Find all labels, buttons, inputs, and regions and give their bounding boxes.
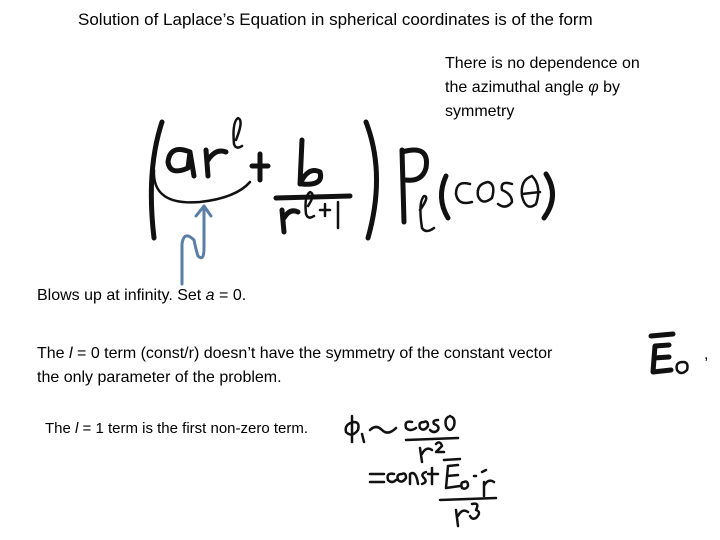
pointer-arrow bbox=[174, 200, 234, 290]
trailing-comma: , bbox=[704, 346, 709, 363]
l-variable-2: l bbox=[75, 420, 79, 437]
handwritten-e0 bbox=[645, 330, 695, 380]
phi-symbol: φ bbox=[588, 79, 599, 96]
l1-term-text bbox=[45, 420, 308, 437]
l0-suffix: = 0 term (const/r) doesn’t have the symmetry of the constant vector bbox=[72, 345, 553, 362]
l0-prefix: The bbox=[37, 345, 70, 362]
l0-term-text bbox=[37, 342, 657, 390]
blows-up-text bbox=[37, 287, 246, 305]
a-variable: a bbox=[205, 287, 215, 304]
l-variable: l bbox=[69, 345, 73, 362]
slide-title: Solution of Laplace’s Equation in spherical coordinates is of the form bbox=[78, 10, 593, 29]
l1-suffix: = 1 term is the first non-zero term. bbox=[78, 420, 309, 437]
blows-up-suffix: = 0. bbox=[214, 287, 247, 304]
handwritten-phi1-equation bbox=[340, 412, 500, 532]
symmetry-note-text: There is no dependence on the azimuthal angle bbox=[445, 55, 640, 96]
l1-prefix: The bbox=[45, 420, 76, 437]
blows-up-prefix: Blows up at infinity. Set bbox=[37, 287, 206, 304]
symmetry-note-end: by symmetry bbox=[445, 79, 620, 120]
l0-line2: the only parameter of the problem. bbox=[37, 369, 282, 386]
